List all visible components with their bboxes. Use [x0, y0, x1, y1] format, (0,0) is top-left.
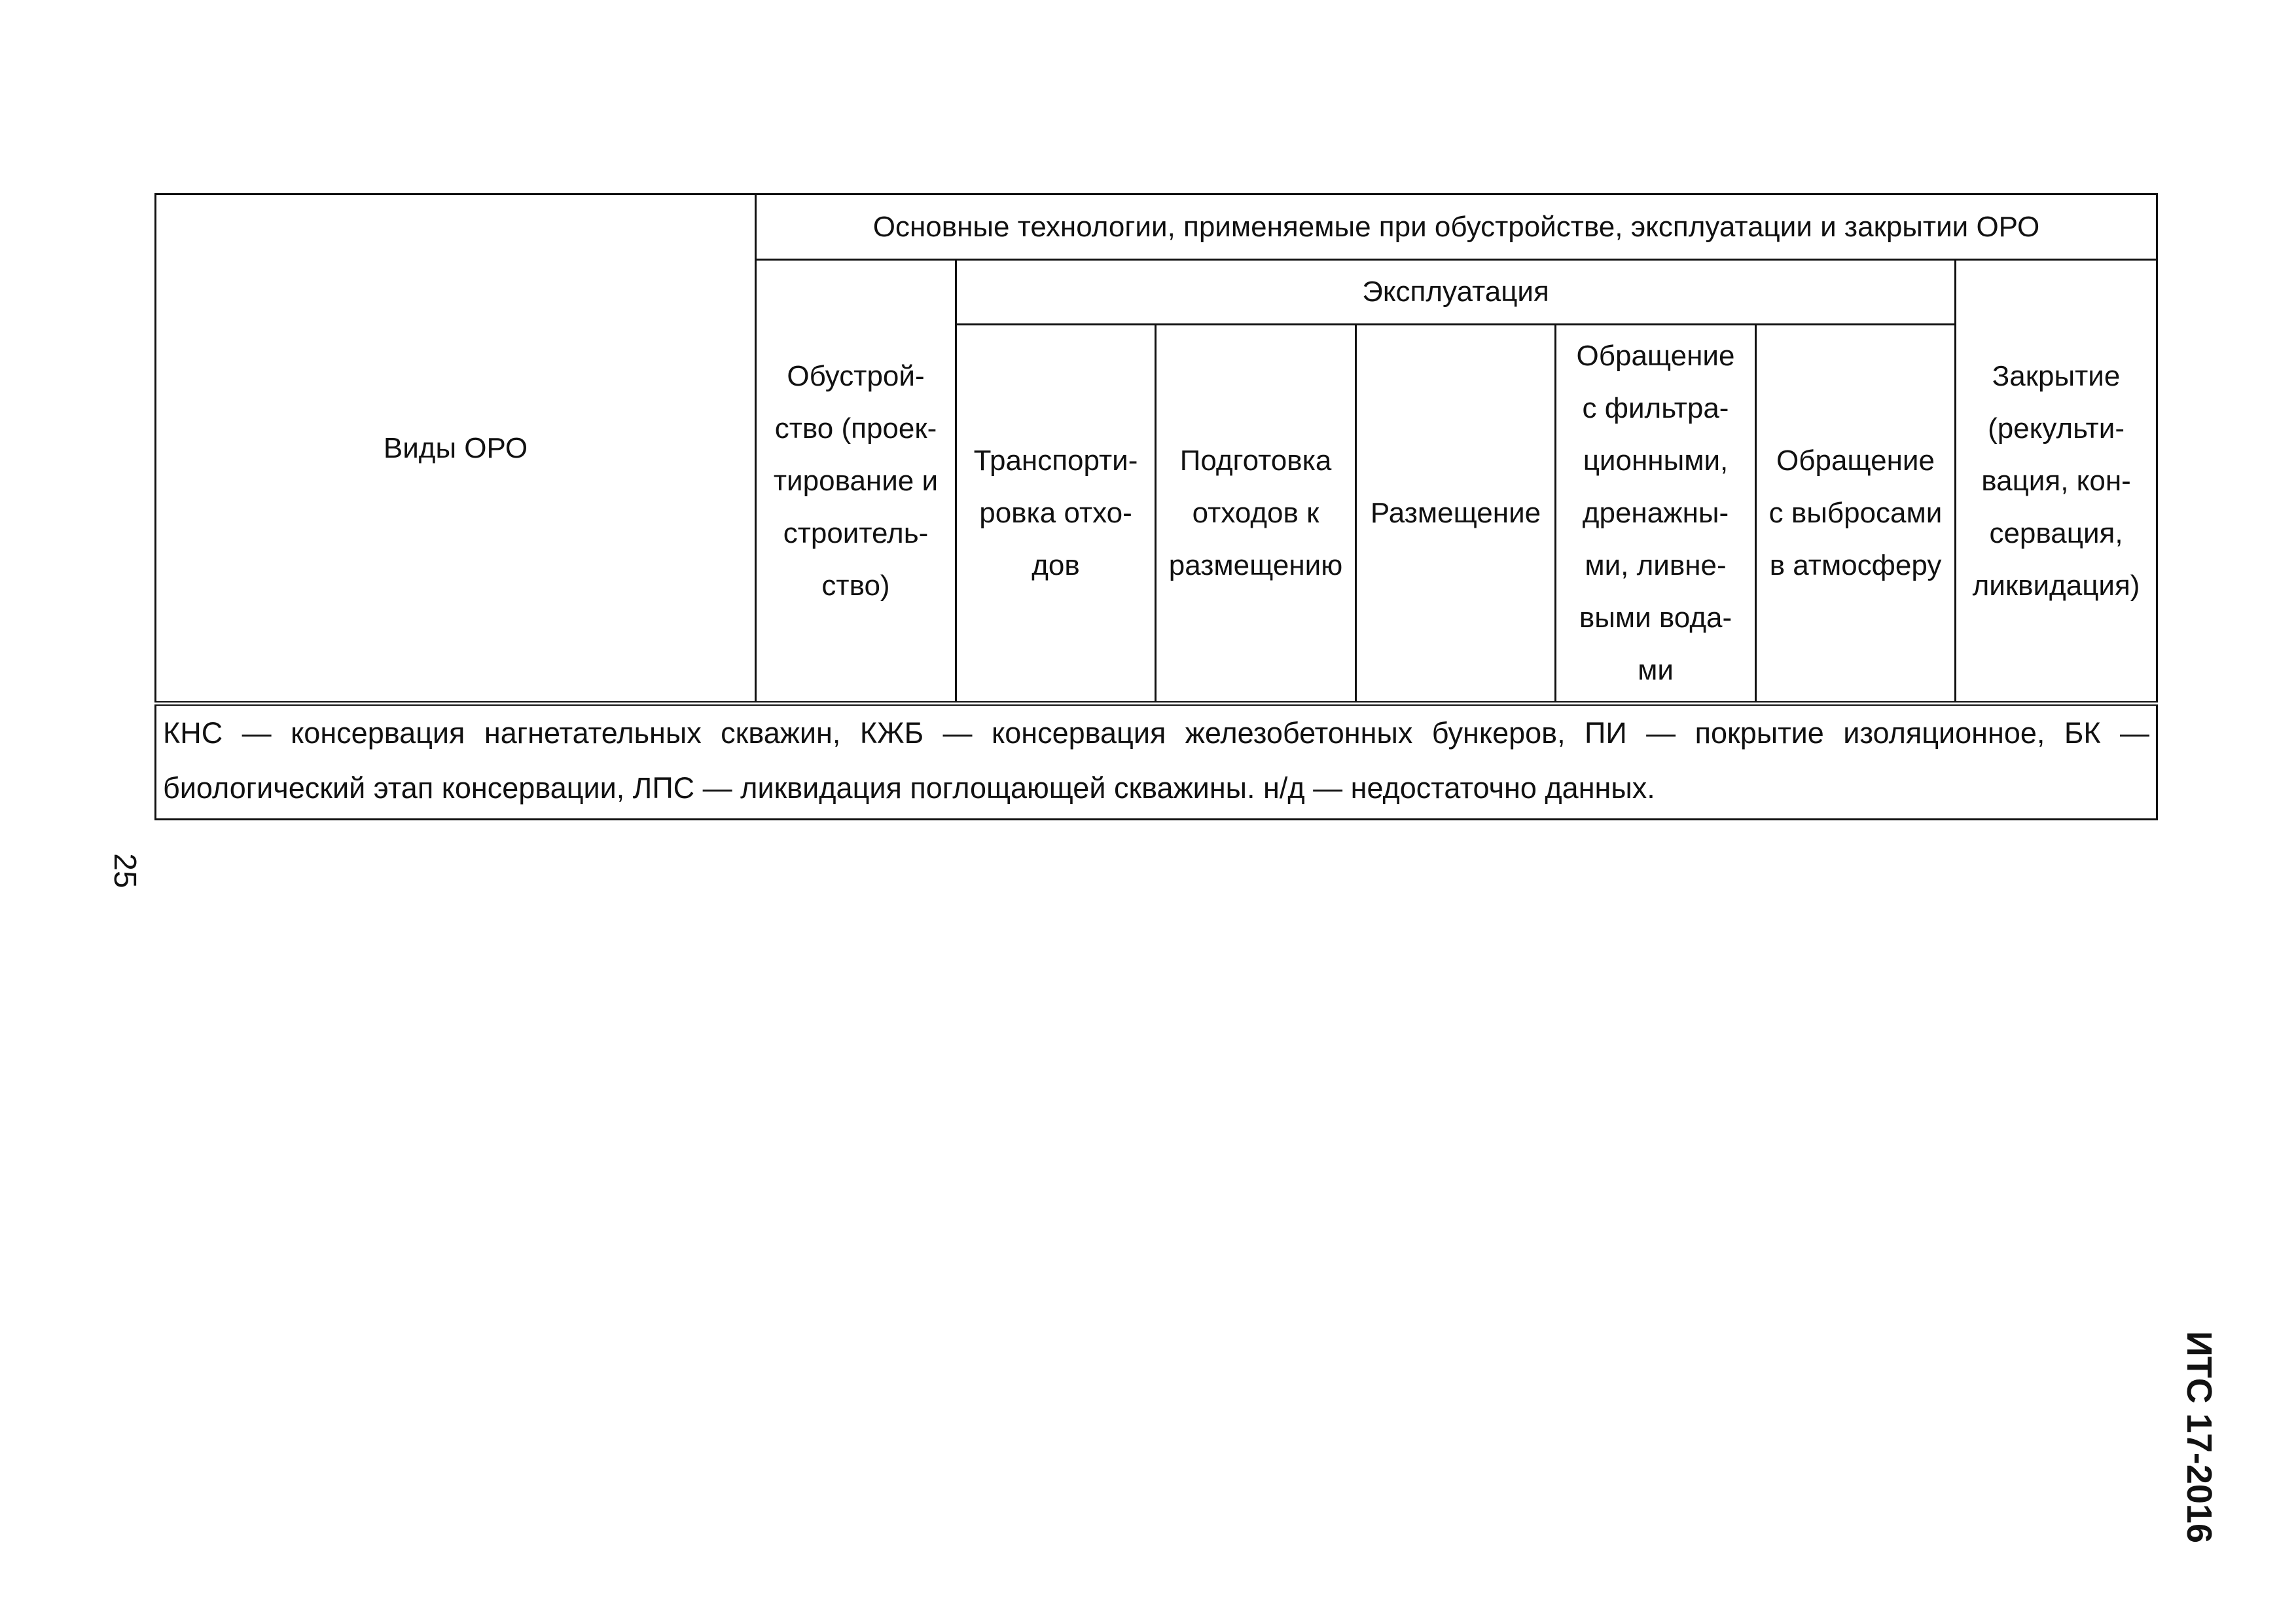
footnote-cell: [156, 704, 2157, 820]
preparation-label: Подготовка отходов к размещению: [1168, 445, 1343, 581]
operation-column-header: [1156, 325, 1356, 704]
page-number: 25: [107, 853, 142, 888]
operation-column-header: [956, 325, 1156, 704]
operation-header-label: Эксплуатация: [1362, 276, 1549, 308]
oro-technology-table: [154, 193, 2158, 820]
document-code: ИТС 17-2016: [2179, 1331, 2219, 1543]
row-header-label: Виды ОРО: [383, 431, 528, 464]
emissions-handling-label: Обращение с выбросами в атмосферу: [1768, 445, 1943, 581]
construction-header-cell: [756, 260, 956, 704]
transport-label: Транспорти- ровка отхо- дов: [973, 445, 1138, 581]
closure-header-cell: [1956, 260, 2157, 704]
construction-header-label: Обустрой- ство (проек- тирование и строитель- ство): [773, 359, 939, 602]
main-header-label: Основные технологии, применяемые при обустройстве, эксплуатации и закрытии ОРО: [872, 210, 2040, 243]
placement-label: Размещение: [1370, 497, 1541, 529]
header-row-1: [156, 194, 2157, 260]
closure-header-label: Закрытие (рекульти- вация, кон- сервация, ликвидация): [1972, 359, 2140, 602]
operation-column-header: [1556, 325, 1756, 704]
footnote-text: КНС — консервация нагнетательных скважин, КЖБ — консервация железобетонных бункеров, ПИ — покрытие изоляционное, БК — биологический этап консервации, ЛПС — ликвидация поглощающей скважины. н/д — недостаточно данных.: [163, 716, 2150, 805]
main-header-cell: [756, 194, 2157, 260]
operation-header-cell: [956, 260, 1956, 325]
footnote-row: [156, 704, 2157, 820]
water-handling-label: Обращение с фильтра- ционными, дренажны- ми, ливне- выми вода- ми: [1576, 340, 1735, 686]
operation-column-header: [1756, 325, 1956, 704]
row-header-cell: [156, 194, 756, 704]
operation-column-header: [1356, 325, 1556, 704]
